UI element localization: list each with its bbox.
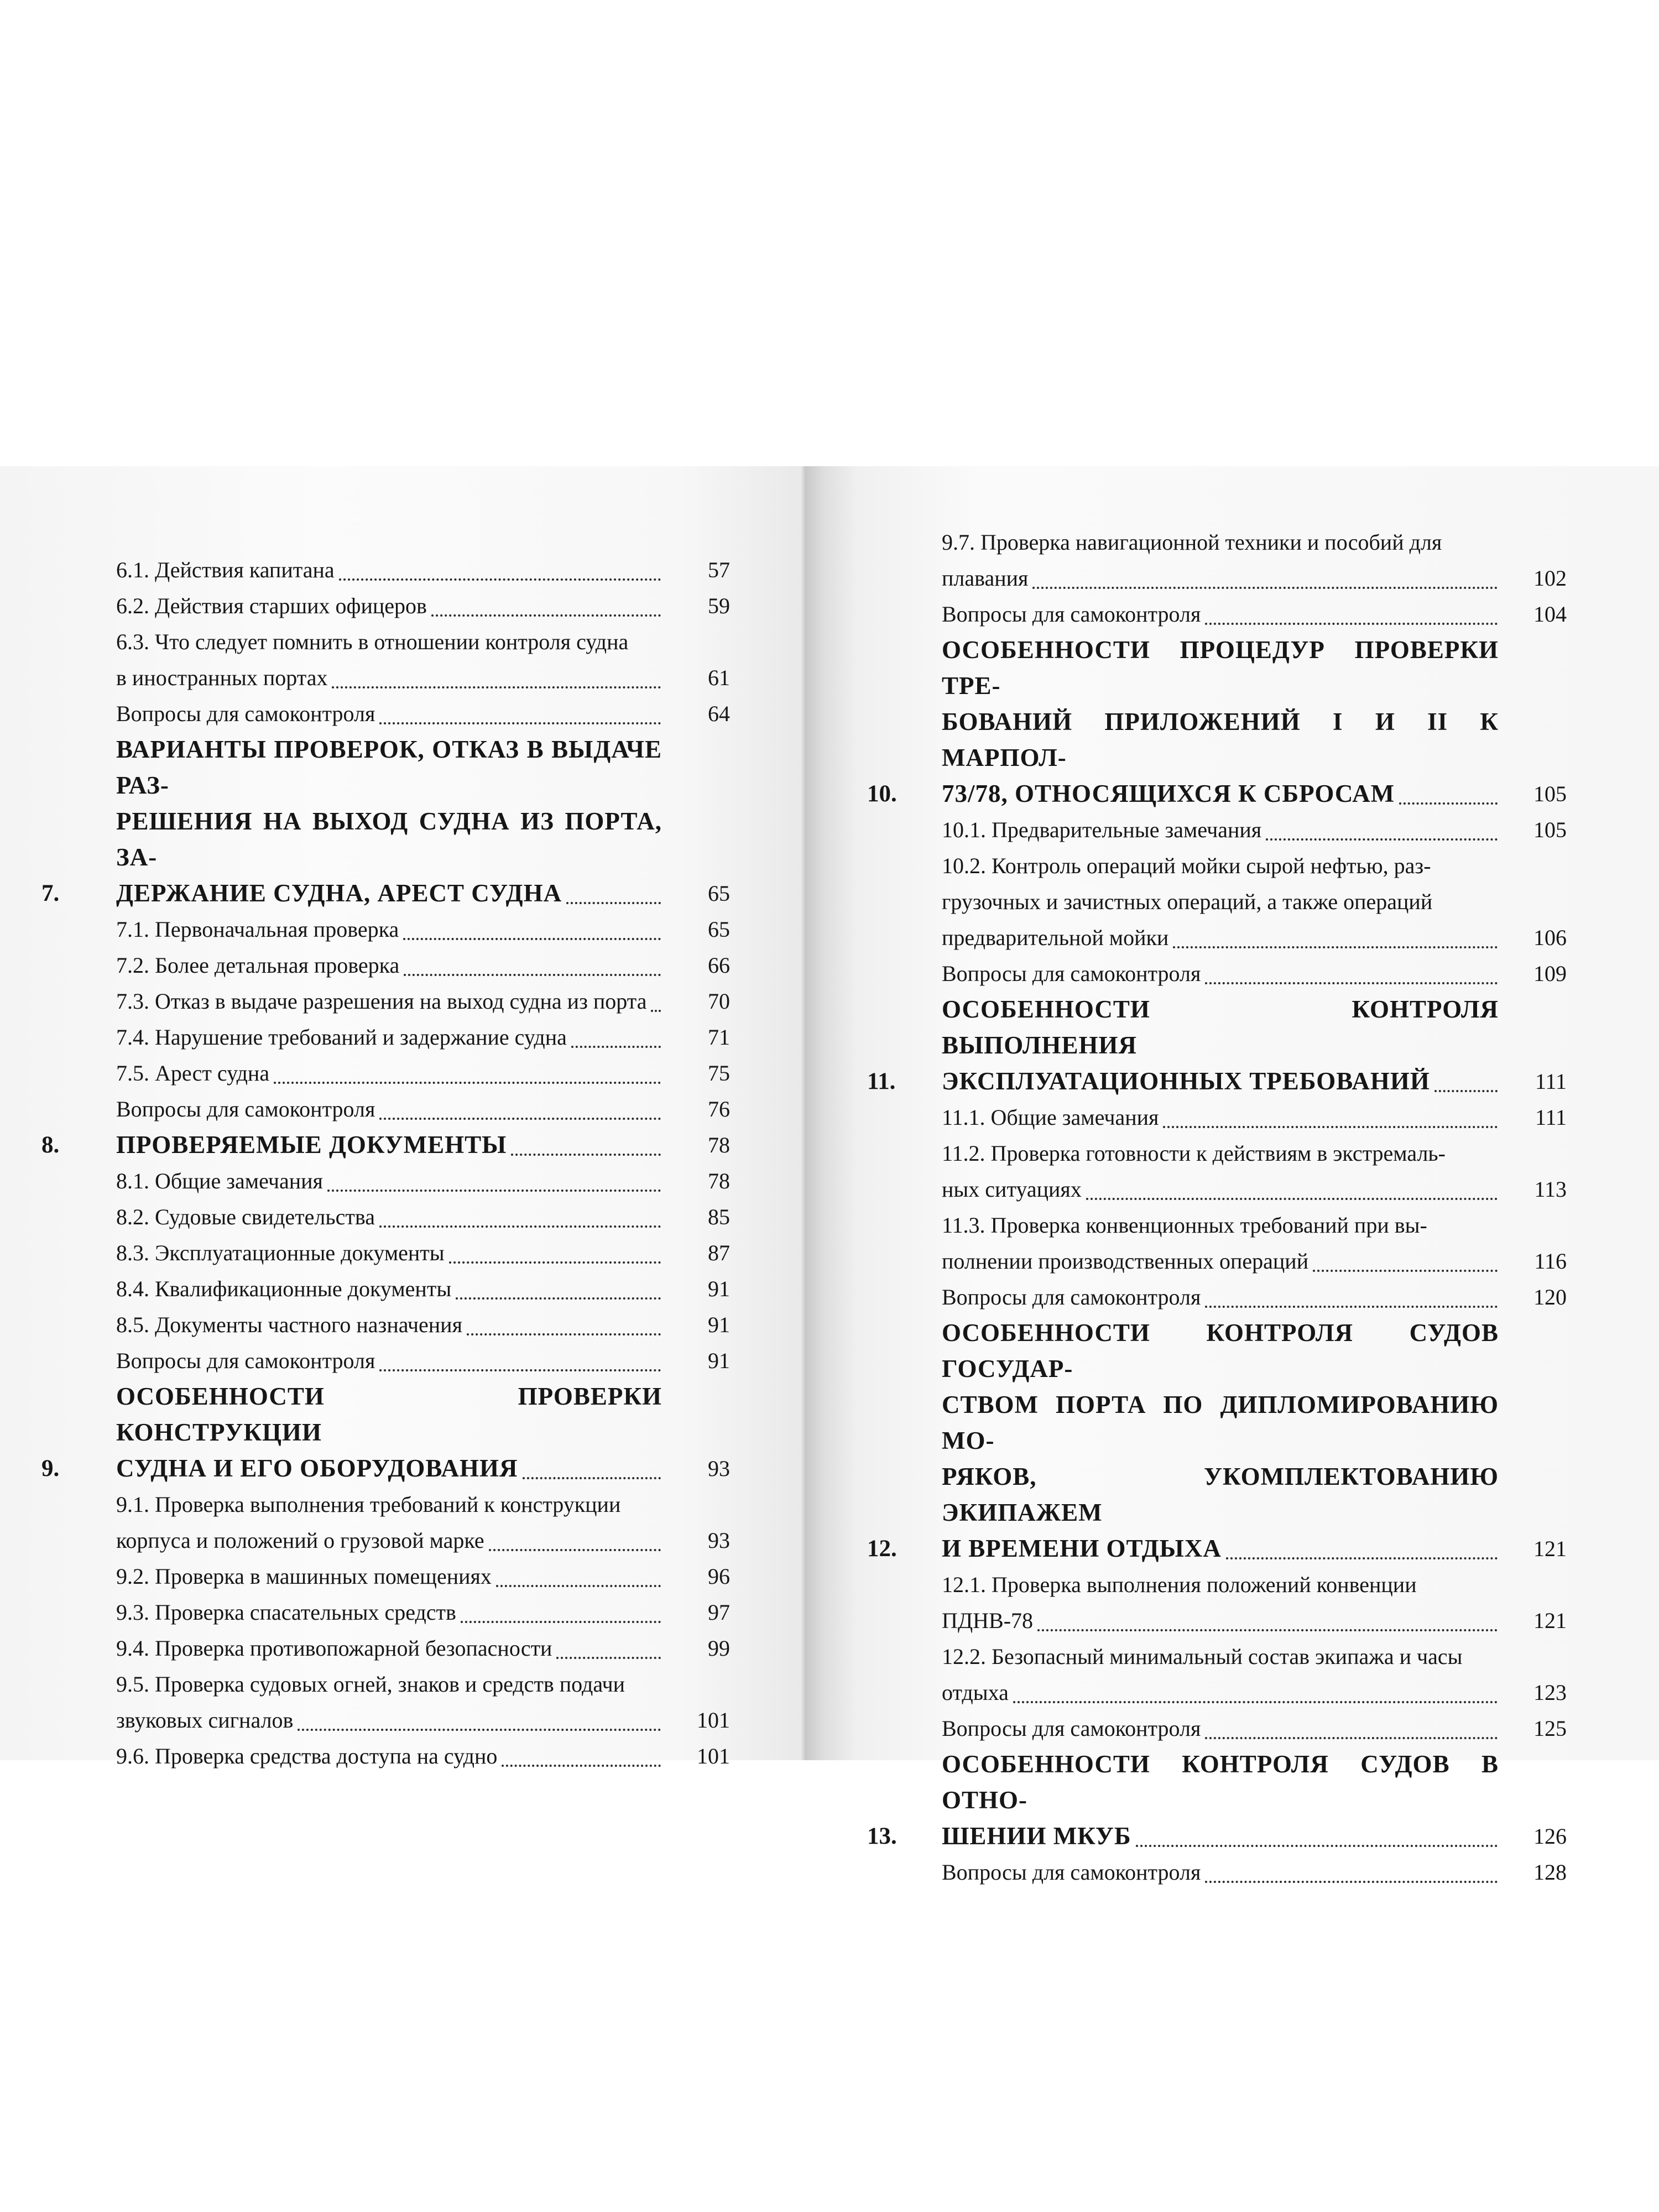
entry-title [116,732,662,911]
dot-leader [1205,982,1498,984]
dot-leader [571,1045,661,1048]
entry-title [942,1567,1499,1639]
entry-title-line: ДЕРЖАНИЕ СУДНА, АРЕСТ СУДНА [116,879,562,907]
toc-entry [867,1710,1567,1746]
page-number: 71 [708,1025,730,1050]
entry-title [116,911,662,947]
entry-title-line: 9.7. Проверка навигационной техники и пособий для [942,530,1442,555]
toc-chapter-entry [41,1127,730,1163]
entry-title [116,983,662,1019]
dot-leader [1313,1269,1498,1272]
entry-title [942,1854,1499,1890]
entry-title-line: РЕШЕНИЯ НА ВЫХОД СУДНА ИЗ ПОРТА, ЗА- [116,807,662,871]
toc-chapter-entry [41,732,730,911]
page-number: 105 [1533,817,1567,842]
entry-title-line: 10.2. Контроль операций мойки сырой нефтью, раз- [942,853,1431,878]
entry-title-line: звуковых сигналов [116,1708,294,1733]
toc-entry [41,911,730,947]
entry-title [942,1279,1499,1315]
entry-title [942,596,1499,632]
entry-title-line: 8.3. Эксплуатационные документы [116,1240,445,1265]
toc-entry [41,1666,730,1738]
toc-entry [41,552,730,588]
entry-title-line: корпуса и положений о грузовой марке [116,1528,484,1553]
entry-title-line: 12.2. Безопасный минимальный состав экипажа и часы [942,1644,1463,1669]
page-number: 106 [1533,925,1567,950]
page-number: 116 [1534,1249,1567,1274]
entry-title-line: И ВРЕМЕНИ ОТДЫХА [942,1535,1222,1562]
entry-title-line: Вопросы для самоконтроля [116,1097,375,1121]
entry-title-line: 11.3. Проверка конвенционных требований при вы- [942,1213,1427,1238]
entry-title-line: ОСОБЕННОСТИ КОНТРОЛЯ СУДОВ В ОТНО- [942,1750,1499,1814]
page-number: 59 [708,593,730,618]
entry-title-line: ОСОБЕННОСТИ ПРОЦЕДУР ПРОВЕРКИ ТРЕ- [942,636,1499,700]
entry-title [116,624,662,696]
toc-entry [867,1567,1567,1639]
dot-leader [1434,1089,1498,1092]
page-number: 57 [708,557,730,582]
toc-entry [867,1207,1567,1279]
toc-entry [867,956,1567,992]
entry-title [116,1307,662,1343]
page-number: 121 [1533,1608,1567,1633]
entry-title [942,812,1499,848]
entry-title-line: 6.1. Действия капитана [116,557,335,582]
dot-leader [379,1369,661,1371]
toc-entry [41,1163,730,1199]
toc-entry [41,983,730,1019]
chapter-number: 11. [867,1068,896,1094]
entry-title [116,1630,662,1666]
dot-leader [274,1081,661,1084]
entry-title-line: Вопросы для самоконтроля [942,961,1201,986]
entry-title-line: грузочных и зачистных операций, а также операций [942,889,1433,914]
page-number: 121 [1533,1536,1567,1561]
page-number: 96 [708,1564,730,1589]
entry-title [116,1199,662,1235]
entry-title-line: 9.4. Проверка противопожарной безопасности [116,1636,552,1661]
entry-title [116,1379,662,1486]
entry-title [942,1135,1499,1207]
entry-title-line: Вопросы для самоконтроля [116,701,375,726]
page-number: 125 [1533,1716,1567,1741]
entry-title [942,848,1499,956]
entry-title-line: 8.2. Судовые свидетельства [116,1204,375,1229]
entry-title [942,1315,1499,1567]
toc-chapter-entry [867,992,1567,1099]
page-number: 87 [708,1240,730,1265]
dot-leader [431,614,661,617]
entry-title [116,1019,662,1055]
dot-leader [1205,622,1498,625]
chapter-number: 9. [41,1455,60,1481]
dot-leader [461,1620,661,1623]
page-number: 111 [1535,1105,1567,1130]
toc-entry [41,1199,730,1235]
page-number: 78 [708,1168,730,1193]
page-number: 126 [1533,1824,1567,1849]
entry-title [942,632,1499,812]
entry-title-line: полнении производственных операций [942,1249,1309,1274]
dot-leader [1266,838,1498,841]
dot-leader [379,722,661,724]
page-number: 91 [708,1312,730,1337]
entry-title-line: ШЕНИИ МКУБ [942,1822,1131,1850]
page-number: 102 [1533,566,1567,591]
toc-entry [41,947,730,983]
dot-leader [403,937,661,940]
entry-title-line: РЯКОВ, УКОМПЛЕКТОВАНИЮ ЭКИПАЖЕМ [942,1463,1499,1526]
entry-title [116,552,662,588]
entry-title-line: ЭКСПЛУАТАЦИОННЫХ ТРЕБОВАНИЙ [942,1067,1430,1095]
entry-title [942,1639,1499,1710]
dot-leader [556,1656,661,1659]
toc-entry [41,1738,730,1774]
entry-title-line: 9.6. Проверка средства доступа на судно [116,1744,498,1768]
dot-leader [467,1333,661,1335]
page-number: 105 [1533,781,1567,806]
entry-title-line: СУДНА И ЕГО ОБОРУДОВАНИЯ [116,1454,518,1482]
entry-title [942,992,1499,1099]
entry-title-line: 11.2. Проверка готовности к действиям в экстремаль- [942,1141,1446,1166]
toc-entry [867,1135,1567,1207]
dot-leader [1136,1844,1498,1847]
entry-title [116,696,662,732]
toc-chapter-entry [867,632,1567,812]
toc-entry [867,1279,1567,1315]
dot-leader [1205,1880,1498,1883]
page-number: 109 [1533,961,1567,986]
entry-title-line: 11.1. Общие замечания [942,1105,1159,1130]
toc-entry [41,696,730,732]
entry-title [116,1235,662,1271]
dot-leader [1226,1557,1498,1559]
entry-title [116,1738,662,1774]
entry-title [116,1343,662,1379]
entry-title [942,1207,1499,1279]
entry-title-line: ПДНВ-78 [942,1608,1034,1633]
entry-title [942,1099,1499,1135]
dot-leader [1086,1197,1498,1200]
page-number: 99 [708,1636,730,1661]
entry-title-line: Вопросы для самоконтроля [116,1348,375,1373]
entry-title-line: БОВАНИЙ ПРИЛОЖЕНИЙ I И II К МАРПОЛ- [942,708,1499,771]
page-number: 123 [1533,1680,1567,1705]
dot-leader [449,1261,661,1264]
dot-leader [404,973,661,976]
dot-leader [339,578,661,581]
entry-title-line: 10.1. Предварительные замечания [942,817,1262,842]
entry-title-line: 8.1. Общие замечания [116,1168,323,1193]
entry-title [116,1594,662,1630]
chapter-number: 7. [41,880,60,906]
page-number: 93 [708,1456,730,1481]
entry-title-line: ОСОБЕННОСТИ ПРОВЕРКИ КОНСТРУКЦИИ [116,1383,662,1446]
toc-chapter-entry [867,1746,1567,1854]
entry-title-line: Вопросы для самоконтроля [942,1860,1201,1885]
dot-leader [332,686,661,688]
dot-leader [496,1584,661,1587]
page-number: 111 [1535,1069,1567,1094]
entry-title [116,588,662,624]
entry-title [116,1055,662,1091]
page-number: 65 [708,917,730,942]
entry-title-line: 9.2. Проверка в машинных помещениях [116,1564,492,1589]
dot-leader [1032,586,1498,589]
toc-entry [41,1343,730,1379]
toc-entry [41,1271,730,1307]
toc-entry [867,848,1567,956]
toc-entry [867,1854,1567,1890]
entry-title [116,947,662,983]
entry-title-line: 7.5. Арест судна [116,1061,270,1086]
right-page [806,466,1659,1885]
entry-title [942,524,1499,596]
toc-entry [41,1486,730,1558]
page-number: 70 [708,989,730,1014]
entry-title-line: предварительной мойки [942,925,1169,950]
toc-entry [867,1639,1567,1710]
chapter-number: 12. [867,1536,897,1562]
page-number: 91 [708,1276,730,1301]
toc-entry [867,812,1567,848]
page-number: 120 [1533,1285,1567,1310]
toc-chapter-entry [867,1315,1567,1567]
page-number: 104 [1533,602,1567,627]
page-number: 64 [708,701,730,726]
dot-leader [489,1548,661,1551]
toc-entry [41,1307,730,1343]
dot-leader [511,1153,661,1156]
entry-title-line: ПРОВЕРЯЕМЫЕ ДОКУМЕНТЫ [116,1131,507,1159]
dot-leader [1013,1700,1498,1703]
entry-title-line: 7.4. Нарушение требований и задержание судна [116,1025,567,1050]
entry-title-line: 8.4. Квалификационные документы [116,1276,452,1301]
dot-leader [379,1225,661,1228]
entry-title [116,1127,662,1163]
dot-leader [1399,802,1498,805]
entry-title-line: отдыха [942,1680,1009,1705]
dot-leader [502,1764,661,1767]
toc-entry [41,1055,730,1091]
dot-leader [379,1117,661,1120]
toc-entry [41,624,730,696]
entry-title-line: Вопросы для самоконтроля [942,1716,1201,1741]
entry-title-line: 9.1. Проверка выполнения требований к конструкции [116,1492,621,1517]
dot-leader [327,1189,661,1192]
entry-title-line: ОСОБЕННОСТИ КОНТРОЛЯ СУДОВ ГОСУДАР- [942,1319,1499,1383]
right-toc [867,524,1567,1890]
entry-title-line: ных ситуациях [942,1177,1082,1202]
toc-entry [41,1558,730,1594]
entry-title [116,1271,662,1307]
entry-title-line: Вопросы для самоконтроля [942,1285,1201,1310]
dot-leader [456,1297,661,1300]
entry-title [942,1746,1499,1854]
page-number: 76 [708,1097,730,1121]
toc-entry [867,1099,1567,1135]
page-number: 75 [708,1061,730,1086]
page-number: 113 [1534,1177,1567,1202]
dot-leader [1163,1125,1498,1128]
page-number: 85 [708,1204,730,1229]
entry-title-line: Вопросы для самоконтроля [942,602,1201,627]
chapter-number: 13. [867,1823,897,1849]
dot-leader [523,1477,661,1479]
entry-title-line: СТВОМ ПОРТА ПО ДИПЛОМИРОВАНИЮ МО- [942,1391,1499,1454]
entry-title [942,1710,1499,1746]
entry-title [116,1486,662,1558]
toc-entry [41,588,730,624]
page-number: 93 [708,1528,730,1553]
toc-entry [41,1019,730,1055]
page-number: 101 [697,1744,730,1768]
dot-leader [1037,1629,1498,1631]
dot-leader [1205,1305,1498,1308]
entry-title-line: 7.1. Первоначальная проверка [116,917,399,942]
entry-title [116,1666,662,1738]
entry-title-line: ВАРИАНТЫ ПРОВЕРОК, ОТКАЗ В ВЫДАЧЕ РАЗ- [116,735,662,799]
entry-title-line: 6.3. Что следует помнить в отношении контроля судна [116,629,629,654]
entry-title [116,1091,662,1127]
entry-title-line: 7.3. Отказ в выдаче разрешения на выход судна из порта [116,989,647,1014]
toc-entry [41,1594,730,1630]
page-number: 97 [708,1600,730,1625]
entry-title-line: 12.1. Проверка выполнения положений конвенции [942,1572,1417,1597]
toc-entry [41,1091,730,1127]
page-number: 128 [1533,1860,1567,1885]
page-number: 61 [708,665,730,690]
toc-entry [41,1235,730,1271]
toc-entry [867,596,1567,632]
page-number: 101 [697,1708,730,1733]
entry-title-line: 6.2. Действия старших офицеров [116,593,427,618]
chapter-number: 10. [867,781,897,807]
entry-title-line: 7.2. Более детальная проверка [116,953,400,978]
left-toc [41,552,730,1774]
chapter-number: 8. [41,1132,60,1158]
entry-title-line: 9.5. Проверка судовых огней, знаков и средств подачи [116,1672,625,1697]
left-page [0,466,802,1768]
dot-leader [651,1009,661,1012]
entry-title-line: плавания [942,566,1029,591]
entry-title-line: ОСОБЕННОСТИ КОНТРОЛЯ ВЫПОЛНЕНИЯ [942,995,1499,1059]
entry-title-line: 9.3. Проверка спасательных средств [116,1600,456,1625]
dot-leader [298,1728,661,1731]
dot-leader [1173,946,1498,948]
toc-chapter-entry [41,1379,730,1486]
dot-leader [1205,1736,1498,1739]
entry-title-line: в иностранных портах [116,665,328,690]
entry-title-line: 8.5. Документы частного назначения [116,1312,462,1337]
toc-entry [867,524,1567,596]
entry-title [116,1558,662,1594]
toc-entry [41,1630,730,1666]
entry-title [942,956,1499,992]
page-number: 66 [708,953,730,978]
dot-leader [566,901,661,904]
page-number: 78 [708,1133,730,1157]
page-number: 91 [708,1348,730,1373]
entry-title [116,1163,662,1199]
page-number: 65 [708,881,730,906]
entry-title-line: 73/78, ОТНОСЯЩИХСЯ К СБРОСАМ [942,780,1395,807]
